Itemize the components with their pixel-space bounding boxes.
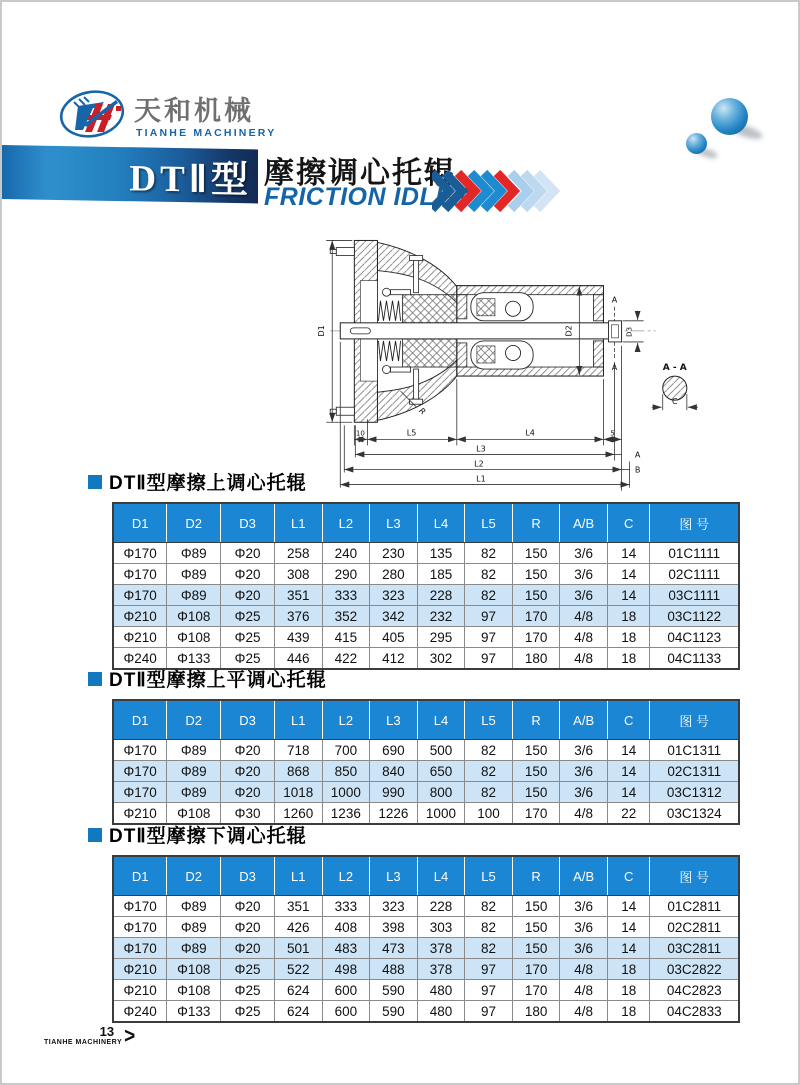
table-cell: 97	[465, 959, 513, 980]
table-cell: Φ89	[167, 761, 221, 782]
column-header: 图 号	[650, 503, 739, 543]
table-row	[113, 896, 739, 917]
logo-graphic	[58, 86, 358, 146]
column-header: L2	[322, 503, 370, 543]
column-header: C	[607, 856, 650, 896]
table-cell: 97	[465, 627, 513, 648]
table-cell: 4/8	[560, 648, 608, 670]
column-header: D2	[167, 856, 221, 896]
table-cell: 352	[322, 606, 370, 627]
table-cell: 333	[322, 585, 370, 606]
square-bullet-icon	[88, 672, 102, 686]
column-header: D1	[113, 856, 167, 896]
table-cell: 228	[417, 896, 465, 917]
column-header: D3	[221, 503, 275, 543]
label-a-right: A	[634, 450, 641, 460]
chevron-arrows-icon	[432, 169, 572, 218]
table-cell: Φ20	[221, 740, 275, 761]
label-a-bottom: A	[611, 363, 618, 373]
column-header: D3	[221, 700, 275, 740]
column-header: D1	[113, 503, 167, 543]
table-row	[113, 917, 739, 938]
column-header: L5	[465, 503, 513, 543]
table-cell: 100	[465, 803, 513, 825]
table-cell: Φ20	[221, 585, 275, 606]
section-title	[88, 665, 744, 692]
label-a-top: A	[611, 295, 618, 305]
table-cell: 398	[370, 917, 418, 938]
table-cell: 501	[274, 938, 322, 959]
table-cell: 150	[512, 917, 560, 938]
section-title	[88, 821, 744, 848]
table-cell: 624	[274, 1001, 322, 1023]
label-r: R	[417, 406, 428, 417]
table-cell: 82	[465, 917, 513, 938]
square-bullet-icon	[88, 828, 102, 842]
table-cell: Φ89	[167, 896, 221, 917]
column-header: L4	[417, 700, 465, 740]
table-cell: 498	[322, 959, 370, 980]
sphere-decoration	[711, 98, 748, 135]
column-header: 图 号	[650, 700, 739, 740]
table-cell: 22	[607, 803, 650, 825]
page-number: 13	[99, 1024, 115, 1039]
table-row	[113, 740, 739, 761]
table-cell: 14	[607, 938, 650, 959]
table-cell: 342	[370, 606, 418, 627]
column-header: L4	[417, 503, 465, 543]
table-cell: 290	[322, 564, 370, 585]
table-cell: Φ89	[167, 917, 221, 938]
table-row	[113, 543, 739, 564]
table-cell: 4/8	[560, 627, 608, 648]
table-cell: 4/8	[560, 606, 608, 627]
table-cell: 3/6	[560, 917, 608, 938]
table-cell: Φ89	[167, 585, 221, 606]
column-header: A/B	[560, 856, 608, 896]
table-cell: 04C2833	[650, 1001, 739, 1023]
table-cell: 02C1111	[650, 564, 739, 585]
spec-table	[112, 855, 740, 1023]
column-header: L1	[274, 856, 322, 896]
table-cell: 18	[607, 980, 650, 1001]
table-cell: 422	[322, 648, 370, 670]
table-cell: Φ108	[167, 959, 221, 980]
table-cell: 480	[417, 980, 465, 1001]
table-cell: 3/6	[560, 740, 608, 761]
table-cell: 590	[370, 980, 418, 1001]
table-cell: 990	[370, 782, 418, 803]
table-cell: Φ210	[113, 803, 167, 825]
table-cell: 3/6	[560, 543, 608, 564]
column-header: D2	[167, 700, 221, 740]
table-cell: 408	[322, 917, 370, 938]
table-cell: Φ25	[221, 1001, 275, 1023]
table-cell: 18	[607, 1001, 650, 1023]
table-cell: 170	[512, 959, 560, 980]
table-cell: Φ170	[113, 938, 167, 959]
label-d2: D2	[564, 325, 574, 337]
table-cell: 82	[465, 564, 513, 585]
table-cell: 3/6	[560, 782, 608, 803]
table-header-row	[113, 503, 739, 543]
section-upper-aligning-idler	[88, 465, 744, 670]
table-cell: 82	[465, 782, 513, 803]
table-cell: 14	[607, 585, 650, 606]
column-header: D1	[113, 700, 167, 740]
table-cell: 1226	[370, 803, 418, 825]
table-cell: Φ170	[113, 585, 167, 606]
technical-drawing	[280, 228, 722, 492]
sphere-decoration	[686, 133, 707, 154]
table-cell: 82	[465, 761, 513, 782]
column-header: A/B	[560, 503, 608, 543]
column-header: L2	[322, 700, 370, 740]
table-cell: Φ30	[221, 803, 275, 825]
table-row	[113, 606, 739, 627]
table-cell: 590	[370, 1001, 418, 1023]
table-cell: 4/8	[560, 1001, 608, 1023]
table-cell: 150	[512, 740, 560, 761]
column-header: C	[607, 700, 650, 740]
table-cell: 800	[417, 782, 465, 803]
table-cell: 18	[607, 959, 650, 980]
label-b-right: B	[634, 465, 641, 475]
table-cell: 14	[607, 564, 650, 585]
table-row	[113, 627, 739, 648]
section-title	[88, 465, 744, 495]
table-cell: 14	[607, 740, 650, 761]
column-header: A/B	[560, 700, 608, 740]
table-cell: 351	[274, 585, 322, 606]
footer-brand: TIANHE MACHINERY	[44, 1039, 123, 1046]
table-cell: 97	[465, 648, 513, 670]
table-cell: 170	[512, 606, 560, 627]
table-cell: 82	[465, 740, 513, 761]
table-cell: Φ25	[221, 959, 275, 980]
table-cell: 170	[512, 627, 560, 648]
table-cell: Φ240	[113, 1001, 167, 1023]
column-header: L3	[370, 700, 418, 740]
table-cell: Φ210	[113, 980, 167, 1001]
table-cell: 185	[417, 564, 465, 585]
table-cell: 323	[370, 585, 418, 606]
table-row	[113, 938, 739, 959]
table-cell: 1260	[274, 803, 322, 825]
table-cell: 700	[322, 740, 370, 761]
section-title-text: DTⅡ型摩擦上平调心托辊	[109, 670, 327, 691]
label-l5: L5	[406, 428, 417, 438]
label-d1: D1	[317, 325, 327, 337]
table-cell: Φ210	[113, 627, 167, 648]
table-cell: 650	[417, 761, 465, 782]
spec-table	[112, 699, 740, 825]
table-cell: 02C2811	[650, 917, 739, 938]
table-cell: 295	[417, 627, 465, 648]
table-cell: 258	[274, 543, 322, 564]
column-header: L4	[417, 856, 465, 896]
table-cell: Φ20	[221, 761, 275, 782]
table-cell: Φ20	[221, 938, 275, 959]
table-cell: 868	[274, 761, 322, 782]
footer-brand-block	[44, 1026, 122, 1047]
table-cell: 135	[417, 543, 465, 564]
table-cell: 14	[607, 782, 650, 803]
table-cell: 302	[417, 648, 465, 670]
table-row	[113, 782, 739, 803]
table-cell: 82	[465, 896, 513, 917]
table-cell: 600	[322, 980, 370, 1001]
table-row	[113, 980, 739, 1001]
column-header: R	[512, 700, 560, 740]
table-cell: Φ89	[167, 782, 221, 803]
label-c: C	[671, 397, 678, 407]
table-cell: 480	[417, 1001, 465, 1023]
table-cell: 1236	[322, 803, 370, 825]
table-row	[113, 585, 739, 606]
table-cell: 240	[322, 543, 370, 564]
table-cell: 3/6	[560, 585, 608, 606]
table-cell: 405	[370, 627, 418, 648]
table-header-row	[113, 856, 739, 896]
brand-cn: 天和机械	[134, 96, 254, 126]
table-cell: 04C1133	[650, 648, 739, 670]
table-cell: 97	[465, 1001, 513, 1023]
column-header: D2	[167, 503, 221, 543]
table-cell: Φ133	[167, 1001, 221, 1023]
table-cell: 82	[465, 543, 513, 564]
table-row	[113, 1001, 739, 1023]
table-cell: 426	[274, 917, 322, 938]
table-row	[113, 959, 739, 980]
table-cell: 718	[274, 740, 322, 761]
table-cell: 150	[512, 761, 560, 782]
table-cell: Φ108	[167, 627, 221, 648]
table-cell: Φ89	[167, 938, 221, 959]
label-section-aa: A - A	[662, 363, 687, 374]
table-cell: 323	[370, 896, 418, 917]
table-row	[113, 564, 739, 585]
table-cell: 230	[370, 543, 418, 564]
table-cell: 14	[607, 917, 650, 938]
section-title-text: DTⅡ型摩擦上调心托辊	[109, 473, 307, 494]
table-cell: 351	[274, 896, 322, 917]
table-header-row	[113, 700, 739, 740]
table-cell: 333	[322, 896, 370, 917]
table-cell: Φ89	[167, 740, 221, 761]
label-l4: L4	[525, 428, 535, 438]
table-cell: Φ20	[221, 917, 275, 938]
table-cell: Φ108	[167, 803, 221, 825]
table-cell: 03C2811	[650, 938, 739, 959]
logo-oval-icon	[58, 87, 126, 141]
footer-chevron-icon: >	[124, 1023, 136, 1048]
column-header: L5	[465, 856, 513, 896]
column-header: R	[512, 856, 560, 896]
label-l2: L2	[474, 459, 484, 469]
table-cell: 170	[512, 980, 560, 1001]
section-lower-aligning-idler	[88, 821, 744, 1023]
table-cell: 3/6	[560, 896, 608, 917]
label-l1: L1	[476, 474, 486, 484]
table-cell: 1000	[322, 782, 370, 803]
table-cell: 18	[607, 648, 650, 670]
table-cell: 376	[274, 606, 322, 627]
table-cell: Φ25	[221, 627, 275, 648]
table-cell: Φ170	[113, 543, 167, 564]
table-cell: 488	[370, 959, 418, 980]
column-header: L2	[322, 856, 370, 896]
table-cell: 01C1311	[650, 740, 739, 761]
table-cell: 14	[607, 896, 650, 917]
label-5: 5	[610, 428, 615, 438]
table-cell: 4/8	[560, 980, 608, 1001]
table-cell: 303	[417, 917, 465, 938]
table-cell: Φ25	[221, 648, 275, 670]
table-cell: Φ20	[221, 543, 275, 564]
table-cell: Φ170	[113, 564, 167, 585]
table-cell: Φ108	[167, 606, 221, 627]
table-cell: 04C2823	[650, 980, 739, 1001]
table-cell: Φ170	[113, 782, 167, 803]
brand-en: TIANHE MACHINERY	[136, 127, 277, 139]
product-title-en: FRICTION IDLER	[264, 183, 471, 211]
section-title-text: DTⅡ型摩擦下调心托辊	[109, 826, 307, 847]
page-footer	[44, 1023, 136, 1048]
table-cell: 01C2811	[650, 896, 739, 917]
section-upper-flat-aligning-idler	[88, 665, 744, 825]
table-cell: 840	[370, 761, 418, 782]
table-cell: 03C1324	[650, 803, 739, 825]
table-cell: Φ210	[113, 959, 167, 980]
table-cell: Φ170	[113, 761, 167, 782]
table-cell: 150	[512, 938, 560, 959]
table-cell: 473	[370, 938, 418, 959]
table-cell: 415	[322, 627, 370, 648]
table-cell: Φ89	[167, 543, 221, 564]
table-cell: 1018	[274, 782, 322, 803]
table-cell: 446	[274, 648, 322, 670]
table-cell: 412	[370, 648, 418, 670]
table-cell: Φ25	[221, 606, 275, 627]
table-cell: 82	[465, 585, 513, 606]
product-title-cn: 摩擦调心托辊	[264, 157, 456, 190]
table-cell: Φ133	[167, 648, 221, 670]
table-cell: 232	[417, 606, 465, 627]
table-cell: 690	[370, 740, 418, 761]
label-l3: L3	[476, 444, 486, 454]
table-cell: 3/6	[560, 938, 608, 959]
table-cell: 150	[512, 585, 560, 606]
table-cell: 280	[370, 564, 418, 585]
table-cell: 18	[607, 627, 650, 648]
table-cell: 850	[322, 761, 370, 782]
table-cell: 14	[607, 761, 650, 782]
table-cell: 1000	[417, 803, 465, 825]
table-cell: Φ170	[113, 896, 167, 917]
model-band	[2, 145, 258, 203]
column-header: D3	[221, 856, 275, 896]
table-cell: 150	[512, 564, 560, 585]
company-logo	[58, 86, 358, 146]
table-cell: 04C1123	[650, 627, 739, 648]
column-header: C	[607, 503, 650, 543]
label-d3: D3	[624, 326, 634, 337]
table-cell: 01C1111	[650, 543, 739, 564]
column-header: L1	[274, 700, 322, 740]
table-cell: Φ20	[221, 896, 275, 917]
table-cell: 97	[465, 606, 513, 627]
table-cell: Φ170	[113, 740, 167, 761]
square-bullet-icon	[88, 475, 102, 489]
table-cell: 483	[322, 938, 370, 959]
table-cell: 170	[512, 803, 560, 825]
table-cell: 624	[274, 980, 322, 1001]
column-header: 图 号	[650, 856, 739, 896]
column-header: R	[512, 503, 560, 543]
table-cell: Φ89	[167, 564, 221, 585]
table-cell: 150	[512, 543, 560, 564]
label-10: 10	[355, 428, 365, 438]
table-cell: 03C1122	[650, 606, 739, 627]
column-header: L5	[465, 700, 513, 740]
table-cell: 308	[274, 564, 322, 585]
table-cell: 03C1312	[650, 782, 739, 803]
table-cell: 3/6	[560, 761, 608, 782]
table-cell: 18	[607, 606, 650, 627]
column-header: L3	[370, 856, 418, 896]
model-label: DTⅡ型	[129, 158, 252, 202]
table-cell: 180	[512, 648, 560, 670]
table-cell: Φ108	[167, 980, 221, 1001]
column-header: L3	[370, 503, 418, 543]
table-cell: Φ20	[221, 564, 275, 585]
table-cell: 150	[512, 782, 560, 803]
table-cell: 500	[417, 740, 465, 761]
table-row	[113, 761, 739, 782]
table-cell: 150	[512, 896, 560, 917]
table-cell: 03C1111	[650, 585, 739, 606]
table-cell: 439	[274, 627, 322, 648]
table-cell: 02C1311	[650, 761, 739, 782]
table-cell: 3/6	[560, 564, 608, 585]
table-cell: 378	[417, 938, 465, 959]
table-cell: Φ25	[221, 980, 275, 1001]
table-cell: 600	[322, 1001, 370, 1023]
table-cell: 180	[512, 1001, 560, 1023]
table-cell: Φ20	[221, 782, 275, 803]
table-cell: Φ170	[113, 917, 167, 938]
table-cell: 228	[417, 585, 465, 606]
table-cell: 4/8	[560, 803, 608, 825]
table-cell: 378	[417, 959, 465, 980]
table-cell: 4/8	[560, 959, 608, 980]
table-cell: 14	[607, 543, 650, 564]
table-cell: Φ210	[113, 606, 167, 627]
table-cell: 82	[465, 938, 513, 959]
column-header: L1	[274, 503, 322, 543]
table-cell: 522	[274, 959, 322, 980]
table-cell: 97	[465, 980, 513, 1001]
table-cell: 03C2822	[650, 959, 739, 980]
table-cell: Φ240	[113, 648, 167, 670]
spec-table	[112, 502, 740, 670]
